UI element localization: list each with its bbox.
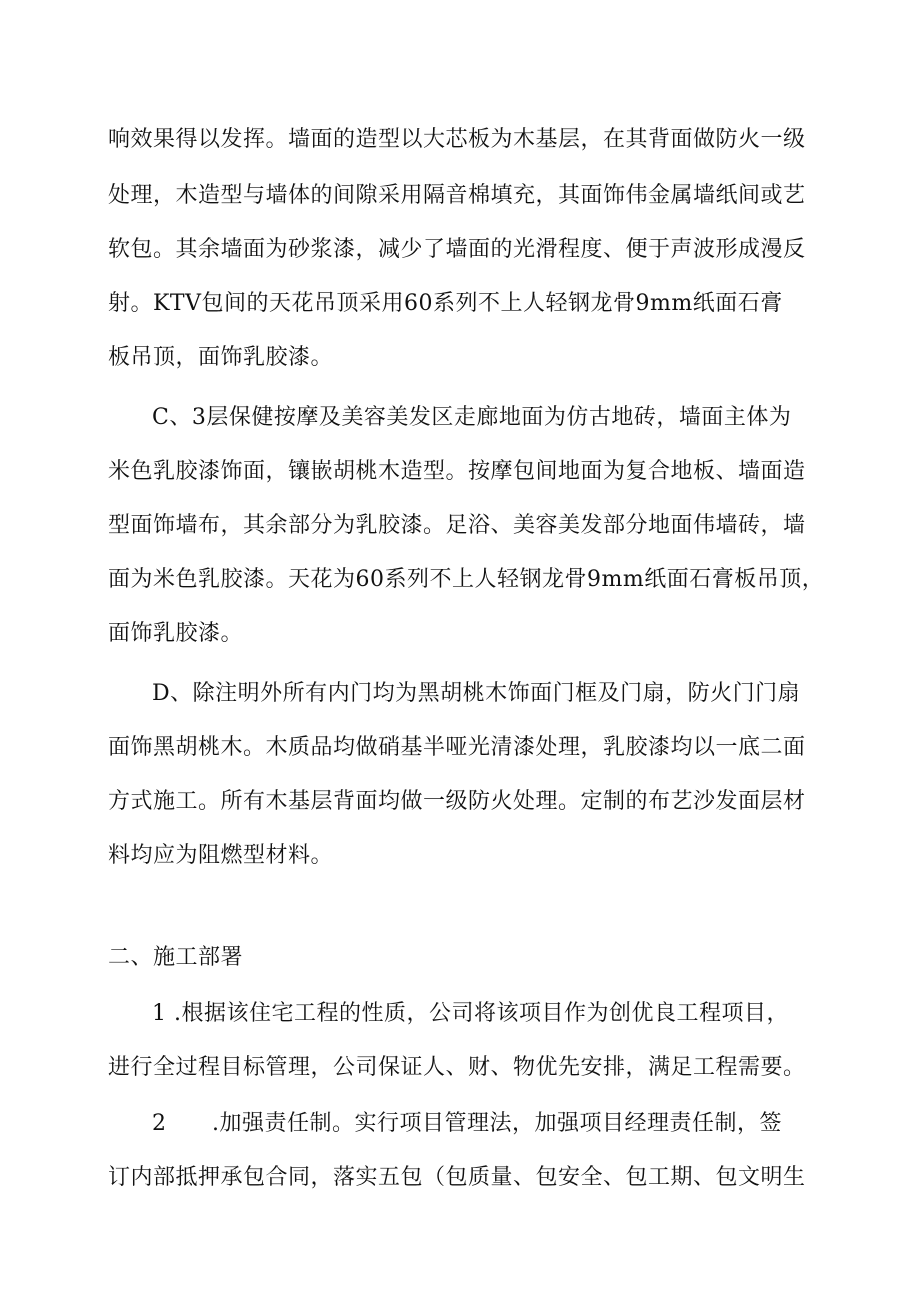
paragraph-c-line: 米色乳胶漆饰面，镶嵌胡桃木造型。按摩包间地面为复合地板、墙面造 <box>108 459 806 484</box>
paragraph-c-line: 型面饰墙布，其余部分为乳胶漆。足浴、美容美发部分地面伟墙砖，墙 <box>108 513 806 538</box>
paragraph-d-line: 料均应为阻燃型材料。 <box>108 843 334 868</box>
text-line: 射。KTV包间的天花吊顶采用60系列不上人轻钢龙骨9mm纸面石膏 <box>108 291 783 316</box>
section-heading: 二、施工部署 <box>108 945 244 970</box>
text-line: 响效果得以发挥。墙面的造型以大芯板为木基层，在其背面做防火一级 <box>108 127 806 152</box>
item-2-line: 订内部抵押承包合同，落实五包（包质量、包安全、包工期、包文明生 <box>108 1165 806 1190</box>
paragraph-c-line: 面饰乳胶漆。 <box>108 621 244 646</box>
item-2-number: 2 <box>152 1111 167 1136</box>
text-line: 板吊顶，面饰乳胶漆。 <box>108 345 334 370</box>
item-1-line: 1 .根据该住宅工程的性质，公司将该项目作为创优良工程项目， <box>152 1001 789 1026</box>
paragraph-c-line: C、3层保健按摩及美容美发区走廊地面为仿古地砖，墙面主体为 <box>152 405 792 430</box>
item-2-line: .加强责任制。实行项目管理法，加强项目经理责任制，签 <box>212 1111 782 1136</box>
paragraph-d-line: D、除注明外所有内门均为黑胡桃木饰面门框及门扇，防火门门扇 <box>152 681 801 706</box>
paragraph-c-line: 面为米色乳胶漆。天花为60系列不上人轻钢龙骨9mm纸面石膏板吊顶， <box>108 567 825 592</box>
item-1-line: 进行全过程目标管理，公司保证人、财、物优先安排，满足工程需要。 <box>108 1055 806 1080</box>
text-line: 处理，木造型与墙体的间隙采用隔音棉填充，其面饰伟金属墙纸间或艺 <box>108 183 806 208</box>
paragraph-d-line: 面饰黑胡桃木。木质品均做硝基半哑光清漆处理，乳胶漆均以一底二面 <box>108 735 806 760</box>
paragraph-d-line: 方式施工。所有木基层背面均做一级防火处理。定制的布艺沙发面层材 <box>108 789 806 814</box>
text-line: 软包。其余墙面为砂浆漆，减少了墙面的光滑程度、便于声波形成漫反 <box>108 237 806 262</box>
